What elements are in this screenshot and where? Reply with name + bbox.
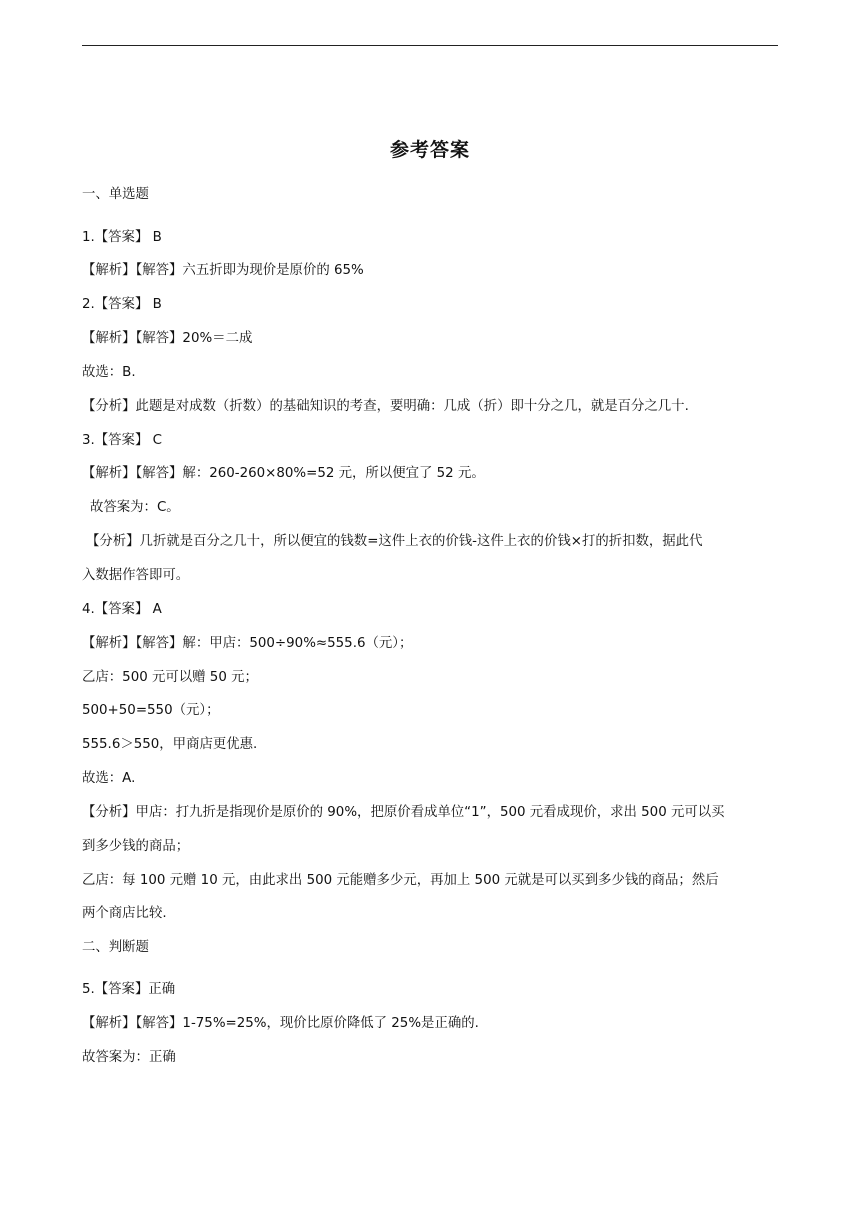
explanation-line: 乙店：500 元可以赠 50 元； <box>82 670 258 685</box>
answer-line-5: 5.【答案】正确 <box>82 982 176 997</box>
choice-line: 故答案为：正确 <box>82 1050 176 1065</box>
explanation-line: 【解析】【解答】1-75%=25%，现价比原价降低了 25%是正确的. <box>82 1016 479 1031</box>
header-rule <box>82 45 778 46</box>
analysis-line: 乙店：每 100 元赠 10 元，由此求出 500 元能赠多少元，再加上 500 元就是可以买到多少钱的商品；然后 <box>82 873 719 888</box>
choice-line: 故答案为：C。 <box>90 500 180 515</box>
analysis-line-cont: 两个商店比较. <box>82 906 167 921</box>
section-heading-true-false: 二、判断题 <box>82 940 149 955</box>
answer-line-4: 4.【答案】 A <box>82 602 162 617</box>
analysis-line: 【分析】甲店：打九折是指现价是原价的 90%，把原价看成单位“1”，500 元看成现价，求出 500 元可以买 <box>82 805 725 820</box>
answer-line-1: 1.【答案】 B <box>82 230 162 245</box>
analysis-line-cont: 入数据作答即可。 <box>82 568 190 583</box>
analysis-line: 【分析】几折就是百分之几十，所以便宜的钱数=这件上衣的价钱-这件上衣的价钱×打的折扣数，据此代 <box>86 534 703 549</box>
answer-line-3: 3.【答案】 C <box>82 433 162 448</box>
explanation-line: 【解析】【解答】解：260-260×80%=52 元，所以便宜了 52 元。 <box>82 466 485 481</box>
answer-line-2: 2.【答案】 B <box>82 297 162 312</box>
explanation-line: 【解析】【解答】解：甲店：500÷90%≈555.6（元）； <box>82 636 413 651</box>
explanation-line: 【解析】【解答】20%＝二成 <box>82 331 253 346</box>
section-heading-single-choice: 一、单选题 <box>82 187 149 202</box>
page-title: 参考答案 <box>389 139 470 161</box>
analysis-line-cont: 到多少钱的商品； <box>82 839 190 854</box>
explanation-line: 555.6＞550，甲商店更优惠. <box>82 737 258 752</box>
choice-line: 故选：A. <box>82 771 136 786</box>
analysis-line: 【分析】此题是对成数（折数）的基础知识的考查，要明确：几成（折）即十分之几，就是百分之几十. <box>82 399 689 414</box>
explanation-line: 500+50=550（元）； <box>82 703 220 718</box>
choice-line: 故选：B. <box>82 365 136 380</box>
explanation-line: 【解析】【解答】六五折即为现价是原价的 65% <box>82 263 364 278</box>
